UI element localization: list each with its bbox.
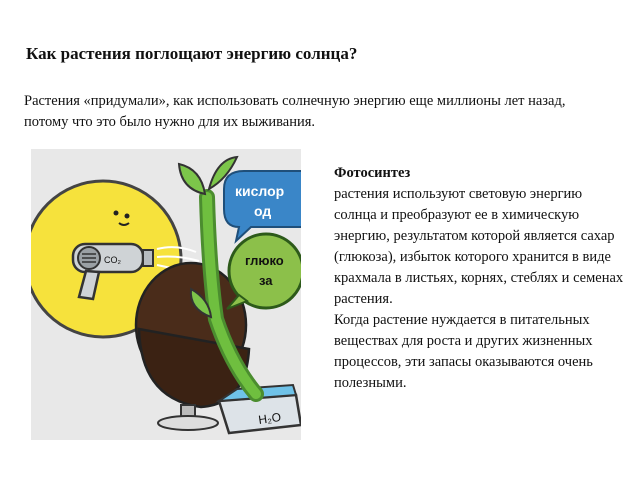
intro-text: Растения «придумали», как использовать солнечную энергию еще миллионы лет назад, потому что это было нужно для их выживания.	[24, 93, 566, 130]
co2-label: CO₂	[104, 255, 121, 265]
photosynthesis-paragraph-1: растения используют световую энергию солнца и преобразуют ее в химическую энергию, результатом которой является сахар (глюкоза), избыток которого хранится в виде крахмала в листьях, корнях, стеблях и семенах растения.	[334, 186, 624, 307]
photosynthesis-illustration	[31, 149, 301, 440]
photosynthesis-heading: Фотосинтез	[334, 165, 411, 181]
photosynthesis-paragraph-2: Когда растение нуждается в питательных веществах для роста и других жизненных процессов, эти запасы оказываются очень полезными.	[334, 312, 593, 391]
page-title: Как растения поглощают энергию солнца?	[26, 44, 358, 63]
photosynthesis-description	[334, 163, 624, 394]
glucose-bubble	[227, 234, 301, 309]
glucose-bubble-line1: глюко	[245, 253, 284, 268]
oxygen-bubble	[224, 171, 301, 241]
oxygen-bubble-line2: од	[254, 203, 272, 219]
glucose-bubble-line2: за	[259, 273, 273, 288]
h2o-label: H₂O	[257, 409, 282, 427]
oxygen-bubble-line1: кислор	[235, 183, 285, 199]
